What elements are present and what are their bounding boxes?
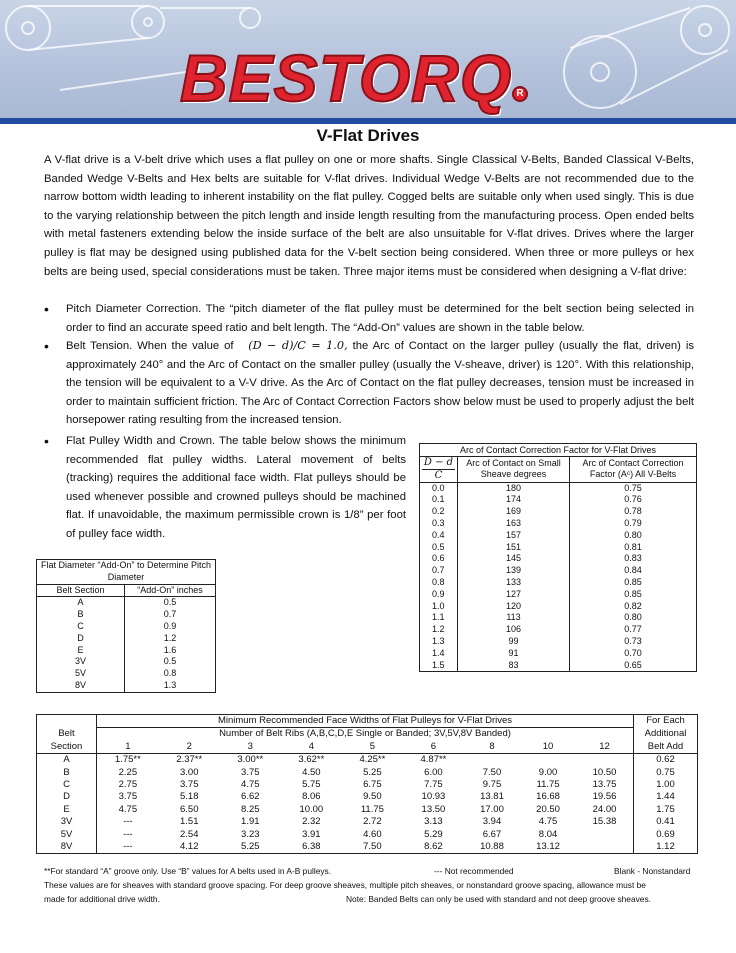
- face-width-cell: 16.68: [536, 791, 560, 803]
- add-on-inches-cell: 0.5: [163, 656, 177, 667]
- face-width-cell: 2.25: [118, 766, 138, 778]
- face-width-cell: 3.00**: [237, 754, 264, 766]
- face-width-cell: 3.75: [179, 779, 199, 791]
- face-width-cell: 2.37**: [176, 754, 203, 766]
- add-on-table-title: Flat Diameter “Add-On” to Determine Pitch Diameter: [37, 560, 216, 585]
- face-width-cell: 24.00: [576, 804, 633, 816]
- face-table-title: Minimum Recommended Face Widths of Flat Pulleys for V-Flat Drives: [97, 715, 634, 728]
- arc-degrees-cell: 151: [458, 542, 570, 554]
- table-row: [420, 530, 697, 542]
- face-width-cell: 4.75: [538, 816, 558, 828]
- face-width-cell: 9.00: [538, 766, 558, 778]
- arc-degrees-cell: 133: [458, 577, 570, 589]
- belt-label-1: Belt: [37, 728, 97, 741]
- add-on-inches-header: “Add-On” inches: [125, 584, 216, 597]
- face-width-cell: 1.75**: [114, 754, 141, 766]
- table-row: [37, 804, 698, 816]
- belt-section-cell: A: [37, 754, 97, 767]
- arc-table-title: Arc of Contact Correction Factor for V-Flat Drives: [420, 444, 697, 457]
- face-width-cell: 8.06: [302, 791, 321, 803]
- tension-formula: (D − d)/C = 1.0,: [248, 339, 348, 352]
- face-width-cell: 5.75: [302, 779, 321, 791]
- face-width-cell: 13.75: [576, 779, 633, 791]
- face-width-cell: [520, 754, 576, 767]
- footnote-standard-a: **For standard “A” groove only. Use “B” values for A belts used in A-B pulleys.: [44, 866, 332, 876]
- each-add-label-2: Additional: [644, 728, 687, 740]
- table-row: [420, 565, 697, 577]
- additional-belt-cell: 0.41: [656, 816, 675, 828]
- rib-count-header: 3: [220, 741, 281, 754]
- arc-degrees-cell: 113: [458, 612, 570, 624]
- arc-degrees-cell: 145: [458, 553, 570, 565]
- face-width-cell: 4.75: [241, 779, 260, 791]
- table-row: [37, 597, 216, 609]
- table-row: [420, 612, 697, 624]
- face-width-cell: 3.23: [241, 828, 260, 840]
- face-width-cell: 2.75: [118, 779, 138, 791]
- bullet-text: Flat Pulley Width and Crown. The table below shows the minimum recommended flat pulley widths. Lateral movement of belts (tracking) requires the additional face width. Flat pulleys should be used whenever possible and crowned pulleys should be machined flat. If unavoidable, the maximum permissible crown is 1/8” per foot of pulley face width.: [66, 435, 406, 540]
- table-row: [37, 633, 216, 645]
- arc-ratio-cell: 0.9: [432, 588, 445, 599]
- face-width-cell: 1.51: [179, 816, 199, 828]
- additional-belt-cell: 0.75: [656, 766, 675, 778]
- face-width-cell: 3.91: [302, 828, 321, 840]
- arc-factor-cell: 0.85: [624, 588, 642, 599]
- arc-degrees-cell: 127: [458, 589, 570, 601]
- arc-ratio-cell: 1.1: [432, 612, 445, 623]
- arc-ratio-cell: 0.8: [432, 576, 445, 587]
- add-on-section-cell: 5V: [37, 668, 125, 680]
- arc-ratio-cell: 0.6: [432, 553, 445, 564]
- face-width-cell: 6.50: [179, 803, 199, 815]
- table-row: [420, 494, 697, 506]
- rib-count-header: 8: [464, 741, 520, 754]
- bullet-icon: •: [44, 301, 49, 317]
- registered-mark: R: [512, 86, 528, 102]
- face-width-cell: 5.25: [363, 766, 382, 778]
- face-width-cell: ---: [97, 841, 159, 854]
- arc-ratio-cell: 0.4: [432, 529, 445, 540]
- face-width-cell: 3.13: [424, 816, 443, 828]
- face-width-cell: 6.62: [241, 791, 260, 803]
- table-row: [420, 577, 697, 589]
- arc-degrees-cell: 163: [458, 518, 570, 530]
- footnote-nonstandard: Blank - Nonstandard: [614, 866, 691, 876]
- page-title: V-Flat Drives: [316, 126, 420, 145]
- face-width-cell: [576, 829, 633, 841]
- face-width-cell: 4.50: [302, 766, 321, 778]
- add-on-inches-cell: 1.3: [163, 679, 177, 690]
- face-width-cell: 7.50: [342, 841, 403, 854]
- face-width-cell: 6.67: [482, 828, 502, 840]
- face-width-cell: 9.75: [482, 779, 502, 791]
- arc-factor-cell: 0.70: [624, 647, 642, 658]
- table-row: [37, 829, 698, 841]
- face-width-cell: 4.87**: [420, 754, 447, 766]
- add-on-inches-cell: 0.7: [163, 609, 177, 620]
- additional-belt-cell: 1.44: [656, 791, 675, 803]
- arc-ratio-cell: 0.1: [432, 494, 445, 505]
- face-width-cell: 10.00: [299, 803, 324, 815]
- face-width-cell: 2.32: [302, 816, 321, 828]
- add-on-inches-cell: 0.5: [163, 597, 177, 608]
- add-on-inches-cell: 1.6: [163, 644, 177, 655]
- arc-ratio-header: [420, 457, 458, 483]
- add-on-inches-cell: 0.9: [163, 620, 177, 631]
- tension-text-post: the Arc of Contact on the larger pulley (usually the flat, driven) is approximately 240° and the Arc of Contact on the smaller pulley (usually the V-sheave, driver) is 120°. With this relationship, the tension will be equivalent to a V-V drive. As the Arc of Contact on the flat pulley decreases, tension must be increased in order to maintain sufficient friction. The Arc of Contact Correction Factors show below must be used to properly adjust the belt horsepower rating resulting from the increased tension.: [66, 340, 694, 427]
- face-width-cell: 11.75: [360, 803, 384, 815]
- table-row: [420, 518, 697, 530]
- table-row: [420, 624, 697, 636]
- each-add-label-1: For Each: [646, 715, 685, 727]
- arc-degrees-cell: 120: [458, 601, 570, 613]
- face-width-cell: 6.00: [424, 766, 443, 778]
- arc-factor-cell: 0.65: [624, 659, 642, 670]
- arc-factor-cell: 0.75: [624, 482, 642, 493]
- face-width-cell: 2.72: [363, 816, 382, 828]
- face-width-cell: [576, 754, 633, 767]
- bullet-pulley-width: [44, 432, 406, 544]
- arc-degrees-cell: 180: [458, 482, 570, 494]
- face-width-cell: 13.50: [421, 803, 446, 815]
- face-width-cell: 13.12: [520, 841, 576, 854]
- add-on-section-cell: 3V: [37, 656, 125, 668]
- arc-factor-cell: 0.82: [624, 600, 642, 611]
- add-on-section-cell: B: [37, 609, 125, 621]
- footnote-not-recommended: --- Not recommended: [434, 866, 514, 876]
- arc-ratio-cell: 1.2: [432, 624, 445, 635]
- arc-of-contact-table: [419, 443, 697, 672]
- table-row: [420, 601, 697, 613]
- table-row: [420, 660, 697, 672]
- arc-ratio-cell: 1.4: [432, 647, 445, 658]
- arc-degrees-cell: 174: [458, 494, 570, 506]
- face-width-cell: 8.25: [241, 803, 260, 815]
- arc-ratio-cell: 0.7: [432, 565, 445, 576]
- additional-belt-cell: 0.69: [656, 828, 675, 840]
- bullet-icon: •: [44, 433, 49, 449]
- face-width-cell: 5.25: [220, 841, 281, 854]
- face-width-table: [36, 714, 698, 854]
- face-width-cell: 4.60: [363, 828, 382, 840]
- face-width-cell: 10.50: [576, 767, 633, 779]
- table-row: [420, 636, 697, 648]
- additional-belt-cell: 1.75: [656, 803, 675, 815]
- face-width-cell: ---: [123, 816, 133, 828]
- arc-degrees-header: Arc of Contact on Small Sheave degrees: [458, 457, 570, 483]
- face-width-cell: 15.38: [576, 816, 633, 828]
- add-on-section-cell: 8V: [37, 680, 125, 692]
- face-width-cell: 13.81: [480, 791, 504, 803]
- table-row: [420, 506, 697, 518]
- bullet-text: [66, 337, 694, 430]
- arc-ratio-cell: 1.3: [432, 635, 445, 646]
- arc-factor-cell: 0.73: [624, 635, 642, 646]
- arc-degrees-cell: 106: [458, 624, 570, 636]
- table-row: [420, 542, 697, 554]
- table-row: [420, 648, 697, 660]
- table-row: [37, 779, 698, 791]
- arc-degrees-cell: 91: [458, 648, 570, 660]
- table-row: [420, 482, 697, 494]
- face-width-cell: ---: [123, 828, 133, 840]
- arc-degrees-cell: 139: [458, 565, 570, 577]
- table-row: [37, 816, 698, 828]
- rib-count-header: 2: [159, 741, 220, 754]
- table-row: [37, 754, 698, 767]
- bestorq-logo: BESTORQ: [180, 41, 513, 115]
- arc-ratio-cell: 1.0: [432, 600, 445, 611]
- table-row: [420, 553, 697, 565]
- add-on-table: [36, 559, 216, 693]
- arc-ratio-cell: 0.5: [432, 541, 445, 552]
- bullet-icon: •: [44, 338, 49, 354]
- face-width-cell: 3.75: [118, 791, 138, 803]
- add-on-inches-cell: 1.2: [163, 632, 177, 643]
- bullet-text: Pitch Diameter Correction. The “pitch diameter of the flat pulley must be determined for the belt section being selected in order to find an accurate speed ratio and belt length. The “Add-On” values are shown in the table below.: [66, 303, 694, 334]
- face-width-cell: 11.75: [536, 779, 560, 791]
- arc-degrees-cell: 157: [458, 530, 570, 542]
- ratio-numerator: D − d: [423, 457, 454, 468]
- table-row: [37, 680, 216, 692]
- belt-section-cell: C: [37, 779, 97, 791]
- face-width-cell: 6.75: [363, 779, 382, 791]
- additional-belt-cell: 1.00: [656, 779, 675, 791]
- face-width-cell: 1.91: [241, 816, 260, 828]
- bullet-pitch-diameter: [44, 300, 694, 337]
- each-add-label-3: Belt Add: [634, 741, 698, 754]
- table-row: [37, 645, 216, 657]
- arc-factor-cell: 0.76: [624, 494, 642, 505]
- arc-factor-cell: 0.79: [624, 517, 642, 528]
- arc-factor-cell: 0.83: [624, 553, 642, 564]
- face-width-cell: 17.00: [480, 803, 504, 815]
- belt-label-2: Section: [37, 741, 97, 754]
- table-row: [37, 656, 216, 668]
- arc-ratio-cell: 0.2: [432, 506, 445, 517]
- face-width-cell: 19.56: [576, 791, 633, 803]
- face-width-cell: 3.94: [482, 816, 502, 828]
- rib-count-header: 12: [576, 741, 633, 754]
- arc-degrees-cell: 169: [458, 506, 570, 518]
- belt-section-cell: E: [37, 804, 97, 816]
- table-row: [37, 791, 698, 803]
- rib-count-header: 10: [520, 741, 576, 754]
- face-width-cell: 7.50: [482, 766, 502, 778]
- additional-belt-cell: 1.12: [634, 841, 698, 854]
- footnote-drive-width: made for additional drive width.: [44, 894, 160, 904]
- belt-section-cell: 5V: [37, 829, 97, 841]
- arc-factor-cell: 0.85: [624, 576, 642, 587]
- rib-count-header: 4: [281, 741, 342, 754]
- add-on-section-cell: E: [37, 645, 125, 657]
- arc-ratio-cell: 0.0: [432, 482, 445, 493]
- arc-degrees-cell: 99: [458, 636, 570, 648]
- arc-degrees-cell: 83: [458, 660, 570, 672]
- face-width-cell: 4.12: [159, 841, 220, 854]
- arc-factor-cell: 0.77: [624, 624, 642, 635]
- arc-factor-cell: 0.84: [624, 565, 642, 576]
- face-width-cell: 10.88: [464, 841, 520, 854]
- face-width-cell: 7.75: [424, 779, 443, 791]
- add-on-section-header: Belt Section: [37, 584, 125, 597]
- rib-count-header: 1: [97, 741, 159, 754]
- face-width-cell: 3.00: [179, 766, 199, 778]
- face-width-cell: 5.18: [179, 791, 199, 803]
- face-width-cell: 20.50: [536, 803, 560, 815]
- face-width-cell: 6.38: [281, 841, 342, 854]
- table-row: [420, 589, 697, 601]
- face-width-cell: 2.54: [179, 828, 199, 840]
- face-width-cell: [576, 841, 633, 854]
- additional-belt-cell: 0.62: [656, 754, 675, 766]
- face-width-cell: 4.25**: [359, 754, 386, 766]
- table-row: [37, 609, 216, 621]
- face-width-cell: 8.62: [403, 841, 464, 854]
- tension-text-pre: Belt Tension. When the value of: [66, 340, 234, 352]
- face-width-cell: 8.04: [538, 828, 558, 840]
- footnote-groove-spacing: These values are for sheaves with standard groove spacing. For deep groove sheaves, multiple pitch sheaves, or nonstandard groove spacing, allowance must be: [44, 880, 646, 890]
- face-width-cell: 10.93: [421, 791, 446, 803]
- intro-paragraph: A V-flat drive is a V-belt drive which uses a flat pulley on one or more shafts. Single Classical V-Belts, Banded Classical V-Belts, Banded Wedge V-Belts and Hex belts are suitable for V-flat drives. Individual Wedge V-Belts are not recommended due to the narrow bottom width leading to inherent instability on the flat pulley. Cogged belts are suitable only when used singly. This is due to the varying relationship between the pitch length and inside length resulting from the manufacturing process. Open ended belts with metal fasteners extending below the inside surface of the belt are also unsuitable for V-flat drives. Drives where the larger pulley is flat may be designed using published data for the V-belt section being considered. When three or more pulleys or hex belts are being used, special considerations must be taken. Three major items must be considered when designing a V-flat drive:: [44, 154, 694, 278]
- ratio-denominator: C: [434, 469, 443, 481]
- arc-factor-cell: 0.78: [624, 506, 642, 517]
- table-row: [37, 668, 216, 680]
- arc-factor-cell: 0.80: [624, 529, 642, 540]
- face-width-cell: 3.75: [241, 766, 260, 778]
- arc-factor-header: Arc of Contact Correction Factor (Aᶜ) All V-Belts: [570, 457, 697, 483]
- footnote-banded-belts: Note: Banded Belts can only be used with standard and not deep groove sheaves.: [346, 894, 651, 904]
- arc-ratio-cell: 0.3: [432, 517, 445, 528]
- add-on-section-cell: D: [37, 633, 125, 645]
- arc-factor-cell: 0.81: [624, 541, 642, 552]
- banner-divider: [0, 118, 736, 124]
- face-width-cell: [464, 754, 520, 767]
- belt-section-cell: B: [37, 767, 97, 779]
- add-on-section-cell: C: [37, 621, 125, 633]
- face-width-cell: 3.62**: [298, 754, 325, 766]
- face-width-cell: 4.75: [118, 803, 138, 815]
- rib-count-header: 5: [342, 741, 403, 754]
- belt-section-cell: 8V: [37, 841, 97, 854]
- rib-count-header: 6: [403, 741, 464, 754]
- table-row: [37, 621, 216, 633]
- header-banner: [0, 0, 736, 118]
- add-on-section-cell: A: [37, 597, 125, 609]
- arc-factor-cell: 0.80: [624, 612, 642, 623]
- face-width-cell: 5.29: [424, 828, 443, 840]
- bullet-belt-tension: [44, 337, 694, 430]
- table-row: [37, 841, 698, 854]
- table-row: [37, 767, 698, 779]
- belt-section-cell: 3V: [37, 816, 97, 828]
- face-width-cell: 9.50: [363, 791, 382, 803]
- belt-section-cell: D: [37, 791, 97, 803]
- arc-ratio-cell: 1.5: [432, 659, 445, 670]
- ribs-label: Number of Belt Ribs (A,B,C,D,E Single or Banded; 3V,5V,8V Banded): [97, 728, 634, 741]
- add-on-inches-cell: 0.8: [163, 668, 177, 679]
